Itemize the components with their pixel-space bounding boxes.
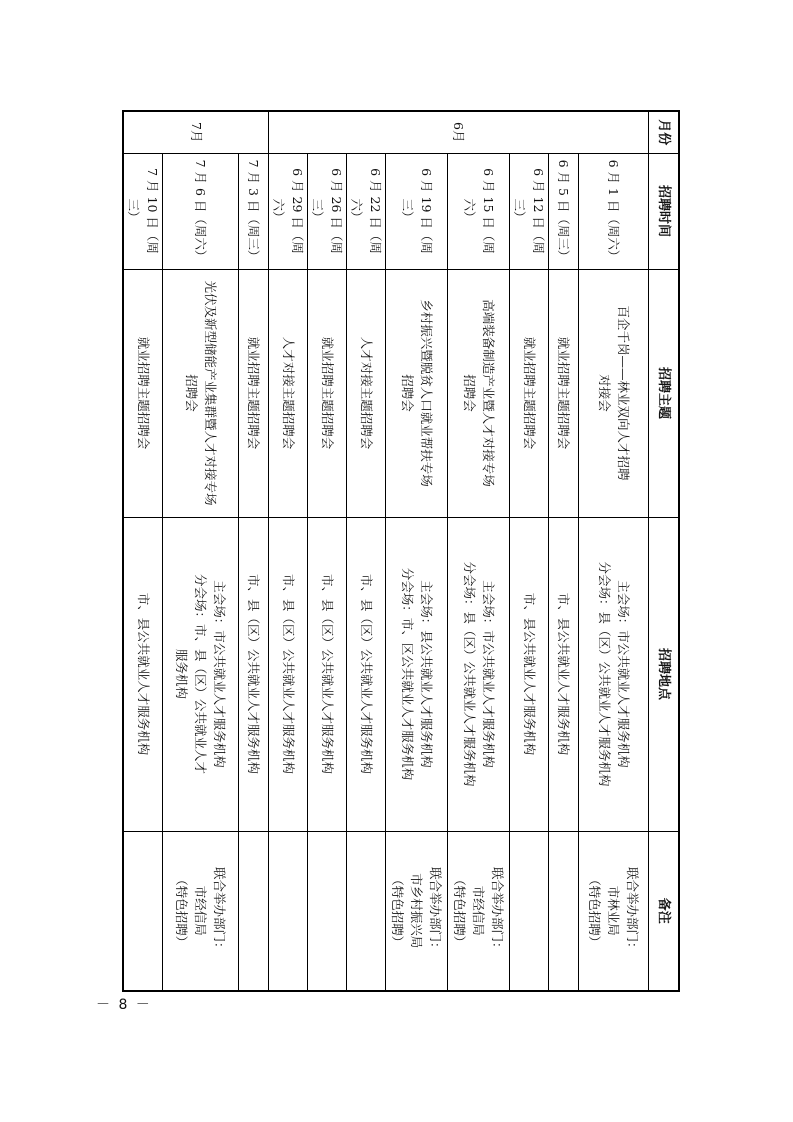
theme-cell: [386, 269, 448, 517]
note-cell-line: （特色招聘）: [587, 873, 603, 949]
note-cell-line: 联合举办部门：: [212, 866, 228, 955]
time-cell: 6 月 26 日（周三）: [308, 153, 347, 269]
header-month: 月份: [649, 111, 679, 153]
note-cell: [308, 831, 347, 991]
note-cell: [239, 831, 269, 991]
time-cell: 7 月 6 日（周六）: [163, 153, 239, 269]
note-cell-line: 市经信局: [471, 885, 487, 936]
note-cell-line: 市林业局: [606, 885, 622, 936]
table-row: [163, 111, 239, 991]
note-cell: [510, 831, 549, 991]
theme-cell-line: 光伏及新型储能产业集群暨人才对接专场: [203, 280, 218, 506]
header-note: 备注: [649, 831, 679, 991]
month-cell: 6月: [269, 111, 649, 153]
note-cell-line: 市乡村振兴局: [409, 873, 425, 949]
location-cell: [579, 517, 649, 831]
note-cell-line: （特色招聘）: [390, 873, 406, 949]
theme-cell-line: 就业招聘主题招聘会: [522, 336, 537, 450]
table-row: [124, 111, 164, 991]
time-cell: 6 月 29 日（周六）: [269, 153, 308, 269]
time-cell: 6 月 19 日（周三）: [386, 153, 448, 269]
note-cell-line: （特色招聘）: [452, 873, 468, 949]
location-cell-line: 主会场：市公共就业人才服务机构: [481, 580, 496, 768]
theme-cell: [308, 269, 347, 517]
note-cell-line: 市经信局: [193, 885, 209, 936]
table-row: [510, 111, 549, 991]
theme-cell: [124, 269, 164, 517]
time-cell: 7 月 3 日（周三）: [239, 153, 269, 269]
note-cell: [386, 831, 448, 991]
theme-cell-line: 招聘会: [400, 374, 415, 412]
location-cell: [124, 517, 164, 831]
time-cell: 7 月 10 日（周三）: [124, 153, 164, 269]
theme-cell: [579, 269, 649, 517]
location-cell: [308, 517, 347, 831]
time-cell: 6 月 5 日（周三）: [549, 153, 579, 269]
theme-cell: [510, 269, 549, 517]
table-row: [386, 111, 448, 991]
location-cell-line: 市、县（区）公共就业人才服务机构: [281, 573, 296, 774]
theme-cell: [239, 269, 269, 517]
theme-cell-line: 百企千岗——林业双向人才招聘: [616, 305, 631, 481]
theme-cell-line: 高端装备制造产业暨人才对接专场: [481, 299, 496, 487]
location-cell-line: 分会场：市、县（区）公共就业人才: [193, 573, 209, 774]
table-header-row: [649, 111, 679, 991]
location-cell: [448, 517, 510, 831]
theme-cell-line: 就业招聘主题招聘会: [136, 336, 151, 450]
time-cell: 6 月 12 日（周三）: [510, 153, 549, 269]
note-cell: [448, 831, 510, 991]
location-cell-line: 市、县（区）公共就业人才服务机构: [246, 573, 262, 774]
note-cell: [269, 831, 308, 991]
table-row: [308, 111, 347, 991]
location-cell-line: 主会场：市公共就业人才服务机构: [616, 580, 631, 768]
location-cell: [269, 517, 308, 831]
location-cell-line: 市、县公共就业人才服务机构: [556, 592, 572, 756]
table-body: [124, 111, 650, 991]
location-cell: [239, 517, 269, 831]
rotated-table-wrapper: [126, 110, 680, 990]
table-row: [549, 111, 579, 991]
table-row: [239, 111, 269, 991]
note-cell-line: 联合举办部门：: [428, 866, 444, 955]
header-time: 招聘时间: [649, 153, 679, 269]
theme-cell-line: 乡村振兴暨脱贫人口就业帮扶专场: [419, 299, 434, 487]
theme-cell: [269, 269, 308, 517]
location-cell-line: 主会场：县公共就业人才服务机构: [419, 580, 434, 768]
note-cell: [163, 831, 239, 991]
month-cell: 7月: [124, 111, 270, 153]
theme-cell: [347, 269, 386, 517]
location-cell: [386, 517, 448, 831]
location-cell-line: 主会场：市公共就业人才服务机构: [212, 580, 228, 768]
recruitment-schedule-table: [123, 110, 681, 992]
theme-cell-line: 就业招聘主题招聘会: [246, 336, 262, 450]
theme-cell-line: 人才对接主题招聘会: [359, 336, 374, 450]
page-number: － 8 －: [96, 997, 152, 1013]
theme-cell-line: 人才对接主题招聘会: [281, 336, 296, 450]
header-theme: 招聘主题: [649, 269, 679, 517]
table-row: [347, 111, 386, 991]
location-cell-line: 分会场：县（区）公共就业人才服务机构: [462, 561, 477, 787]
location-cell-line: 市、县（区）公共就业人才服务机构: [320, 573, 335, 774]
note-cell-line: 联合举办部门：: [625, 866, 641, 955]
location-cell-line: 市、县公共就业人才服务机构: [522, 592, 537, 756]
location-cell-line: 市、县（区）公共就业人才服务机构: [359, 573, 374, 774]
theme-cell-line: 就业招聘主题招聘会: [320, 336, 335, 450]
location-cell-line: 服务机构: [174, 648, 190, 699]
theme-cell-line: 招聘会: [462, 374, 477, 412]
theme-cell: [448, 269, 510, 517]
time-cell: 6 月 1 日（周六）: [579, 153, 649, 269]
theme-cell: [163, 269, 239, 517]
location-cell-line: 分会场：县（区）公共就业人才服务机构: [597, 561, 612, 787]
note-cell-line: （特色招聘）: [174, 873, 190, 949]
note-cell-line: 联合举办部门：: [490, 866, 506, 955]
theme-cell-line: 招聘会: [184, 374, 199, 412]
time-cell: 6 月 15 日（周六）: [448, 153, 510, 269]
note-cell: [124, 831, 164, 991]
theme-cell-line: 就业招聘主题招聘会: [556, 336, 572, 450]
theme-cell: [549, 269, 579, 517]
table-row: [448, 111, 510, 991]
location-cell-line: 分会场：市、区公共就业人才服务机构: [400, 567, 415, 781]
theme-cell-line: 对接会: [597, 374, 612, 412]
location-cell: [163, 517, 239, 831]
note-cell: [549, 831, 579, 991]
location-cell: [549, 517, 579, 831]
location-cell: [347, 517, 386, 831]
table-row: [269, 111, 308, 991]
time-cell: 6 月 22 日（周六）: [347, 153, 386, 269]
header-location: 招聘地点: [649, 517, 679, 831]
location-cell: [510, 517, 549, 831]
note-cell: [579, 831, 649, 991]
note-cell: [347, 831, 386, 991]
location-cell-line: 市、县公共就业人才服务机构: [136, 592, 151, 756]
table-row: [579, 111, 649, 991]
